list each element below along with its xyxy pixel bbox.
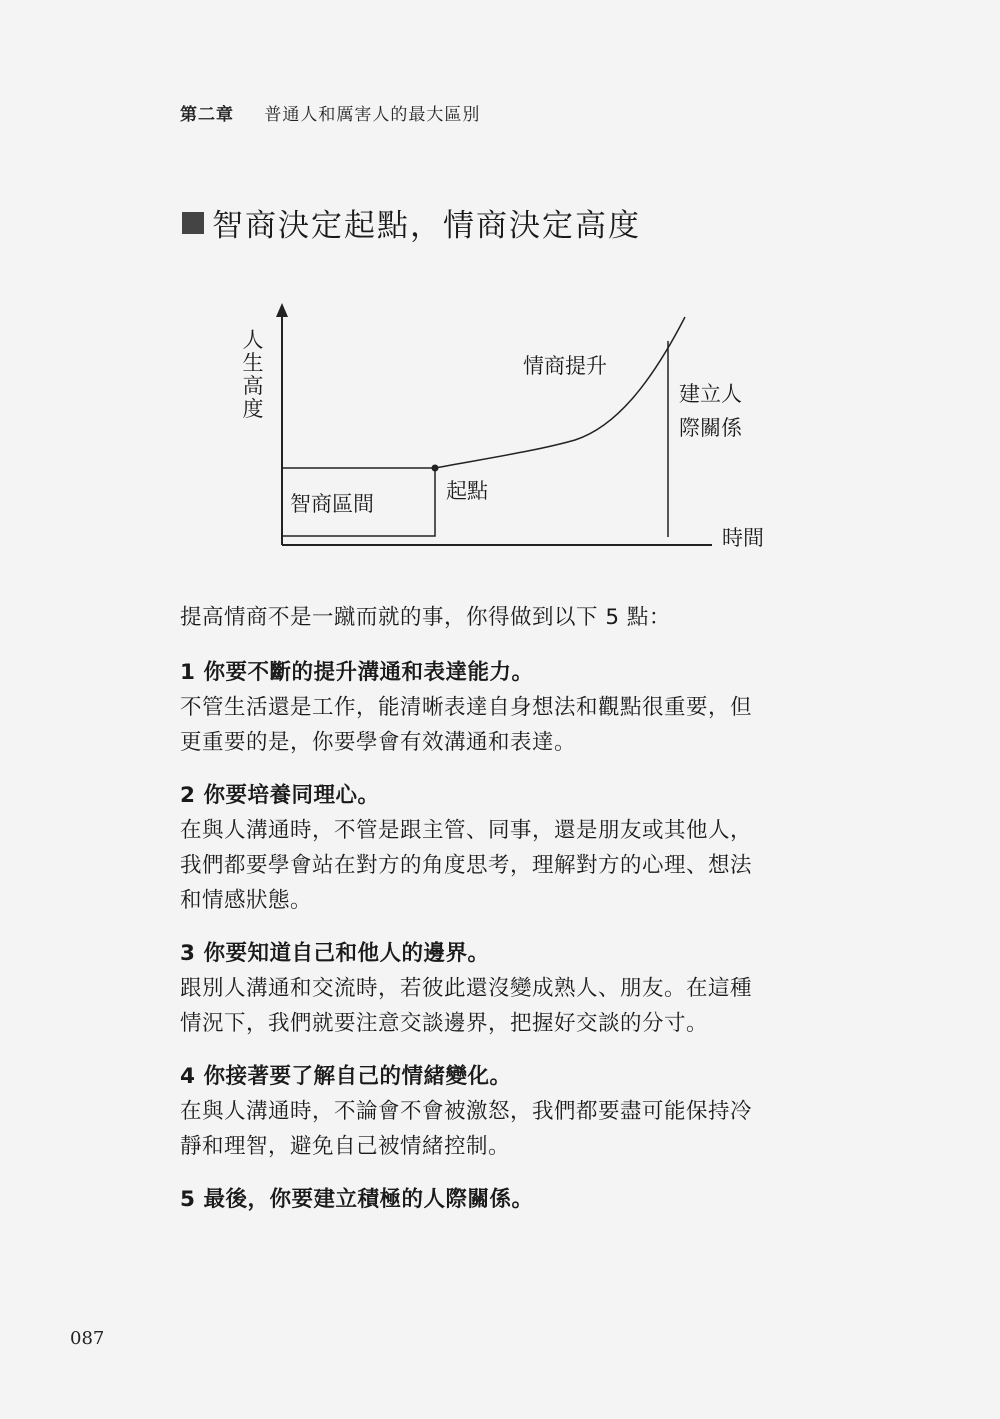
list-item — [180, 778, 845, 918]
square-bullet-icon — [182, 212, 204, 234]
body-text — [180, 600, 845, 1235]
section-title — [182, 200, 641, 245]
y-axis-label-char: 生 — [242, 351, 264, 375]
list-item-line: 靜和理智，避免自己被情緒控制。 — [180, 1134, 511, 1159]
right-label-line1: 建立人 — [679, 382, 742, 406]
x-axis-label: 時間 — [722, 526, 764, 550]
list-item-heading: 5 最後，你要建立積極的人際關係。 — [180, 1187, 534, 1212]
list-item-line: 在與人溝通時，不論會不會被激怒，我們都要盡可能保持冷 — [180, 1099, 753, 1124]
y-axis-label-char: 高 — [242, 374, 264, 398]
list-item-line: 情況下，我們就要注意交談邊界，把握好交談的分寸。 — [180, 1011, 709, 1036]
right-label-line2: 際關係 — [679, 416, 742, 440]
box-label: 智商區間 — [290, 492, 374, 516]
eq-growth-curve — [435, 317, 685, 468]
start-label: 起點 — [446, 479, 488, 503]
chapter-title: 普通人和厲害人的最大區別 — [264, 105, 481, 125]
list-item — [180, 1182, 845, 1217]
list-item-line: 我們都要學會站在對方的角度思考，理解對方的心理、想法 — [180, 853, 753, 878]
list-item-heading: 2 你要培養同理心。 — [180, 783, 380, 808]
list-item-heading: 3 你要知道自己和他人的邊界。 — [180, 941, 490, 966]
section-title-text: 智商決定起點，情商決定高度 — [212, 208, 641, 244]
list-item-line: 和情感狀態。 — [180, 888, 313, 913]
y-axis-arrow-icon — [276, 303, 288, 317]
iq-eq-diagram — [220, 295, 800, 560]
list-item — [180, 1059, 845, 1164]
list-item-heading: 4 你接著要了解自己的情緒變化。 — [180, 1064, 512, 1089]
page-number: 087 — [70, 1328, 105, 1349]
list-item-line: 跟別人溝通和交流時，若彼此還沒變成熟人、朋友。在這種 — [180, 976, 753, 1001]
list-item-heading: 1 你要不斷的提升溝通和表達能力。 — [180, 660, 534, 685]
y-axis-label-char: 人 — [242, 328, 264, 352]
y-axis-label-char: 度 — [242, 397, 264, 421]
curve-label: 情商提升 — [523, 354, 607, 378]
list-item-line: 在與人溝通時，不管是跟主管、同事，還是朋友或其他人， — [180, 818, 753, 843]
intro-paragraph: 提高情商不是一蹴而就的事，你得做到以下 5 點： — [180, 605, 671, 630]
list-item — [180, 936, 845, 1041]
list-item — [180, 655, 845, 760]
chapter-label: 第二章 — [180, 105, 234, 125]
running-header — [180, 100, 480, 125]
list-item-line: 不管生活還是工作，能清晰表達自身想法和觀點很重要，但 — [180, 695, 753, 720]
start-point-marker — [432, 465, 439, 472]
list-item-line: 更重要的是，你要學會有效溝通和表達。 — [180, 730, 577, 755]
